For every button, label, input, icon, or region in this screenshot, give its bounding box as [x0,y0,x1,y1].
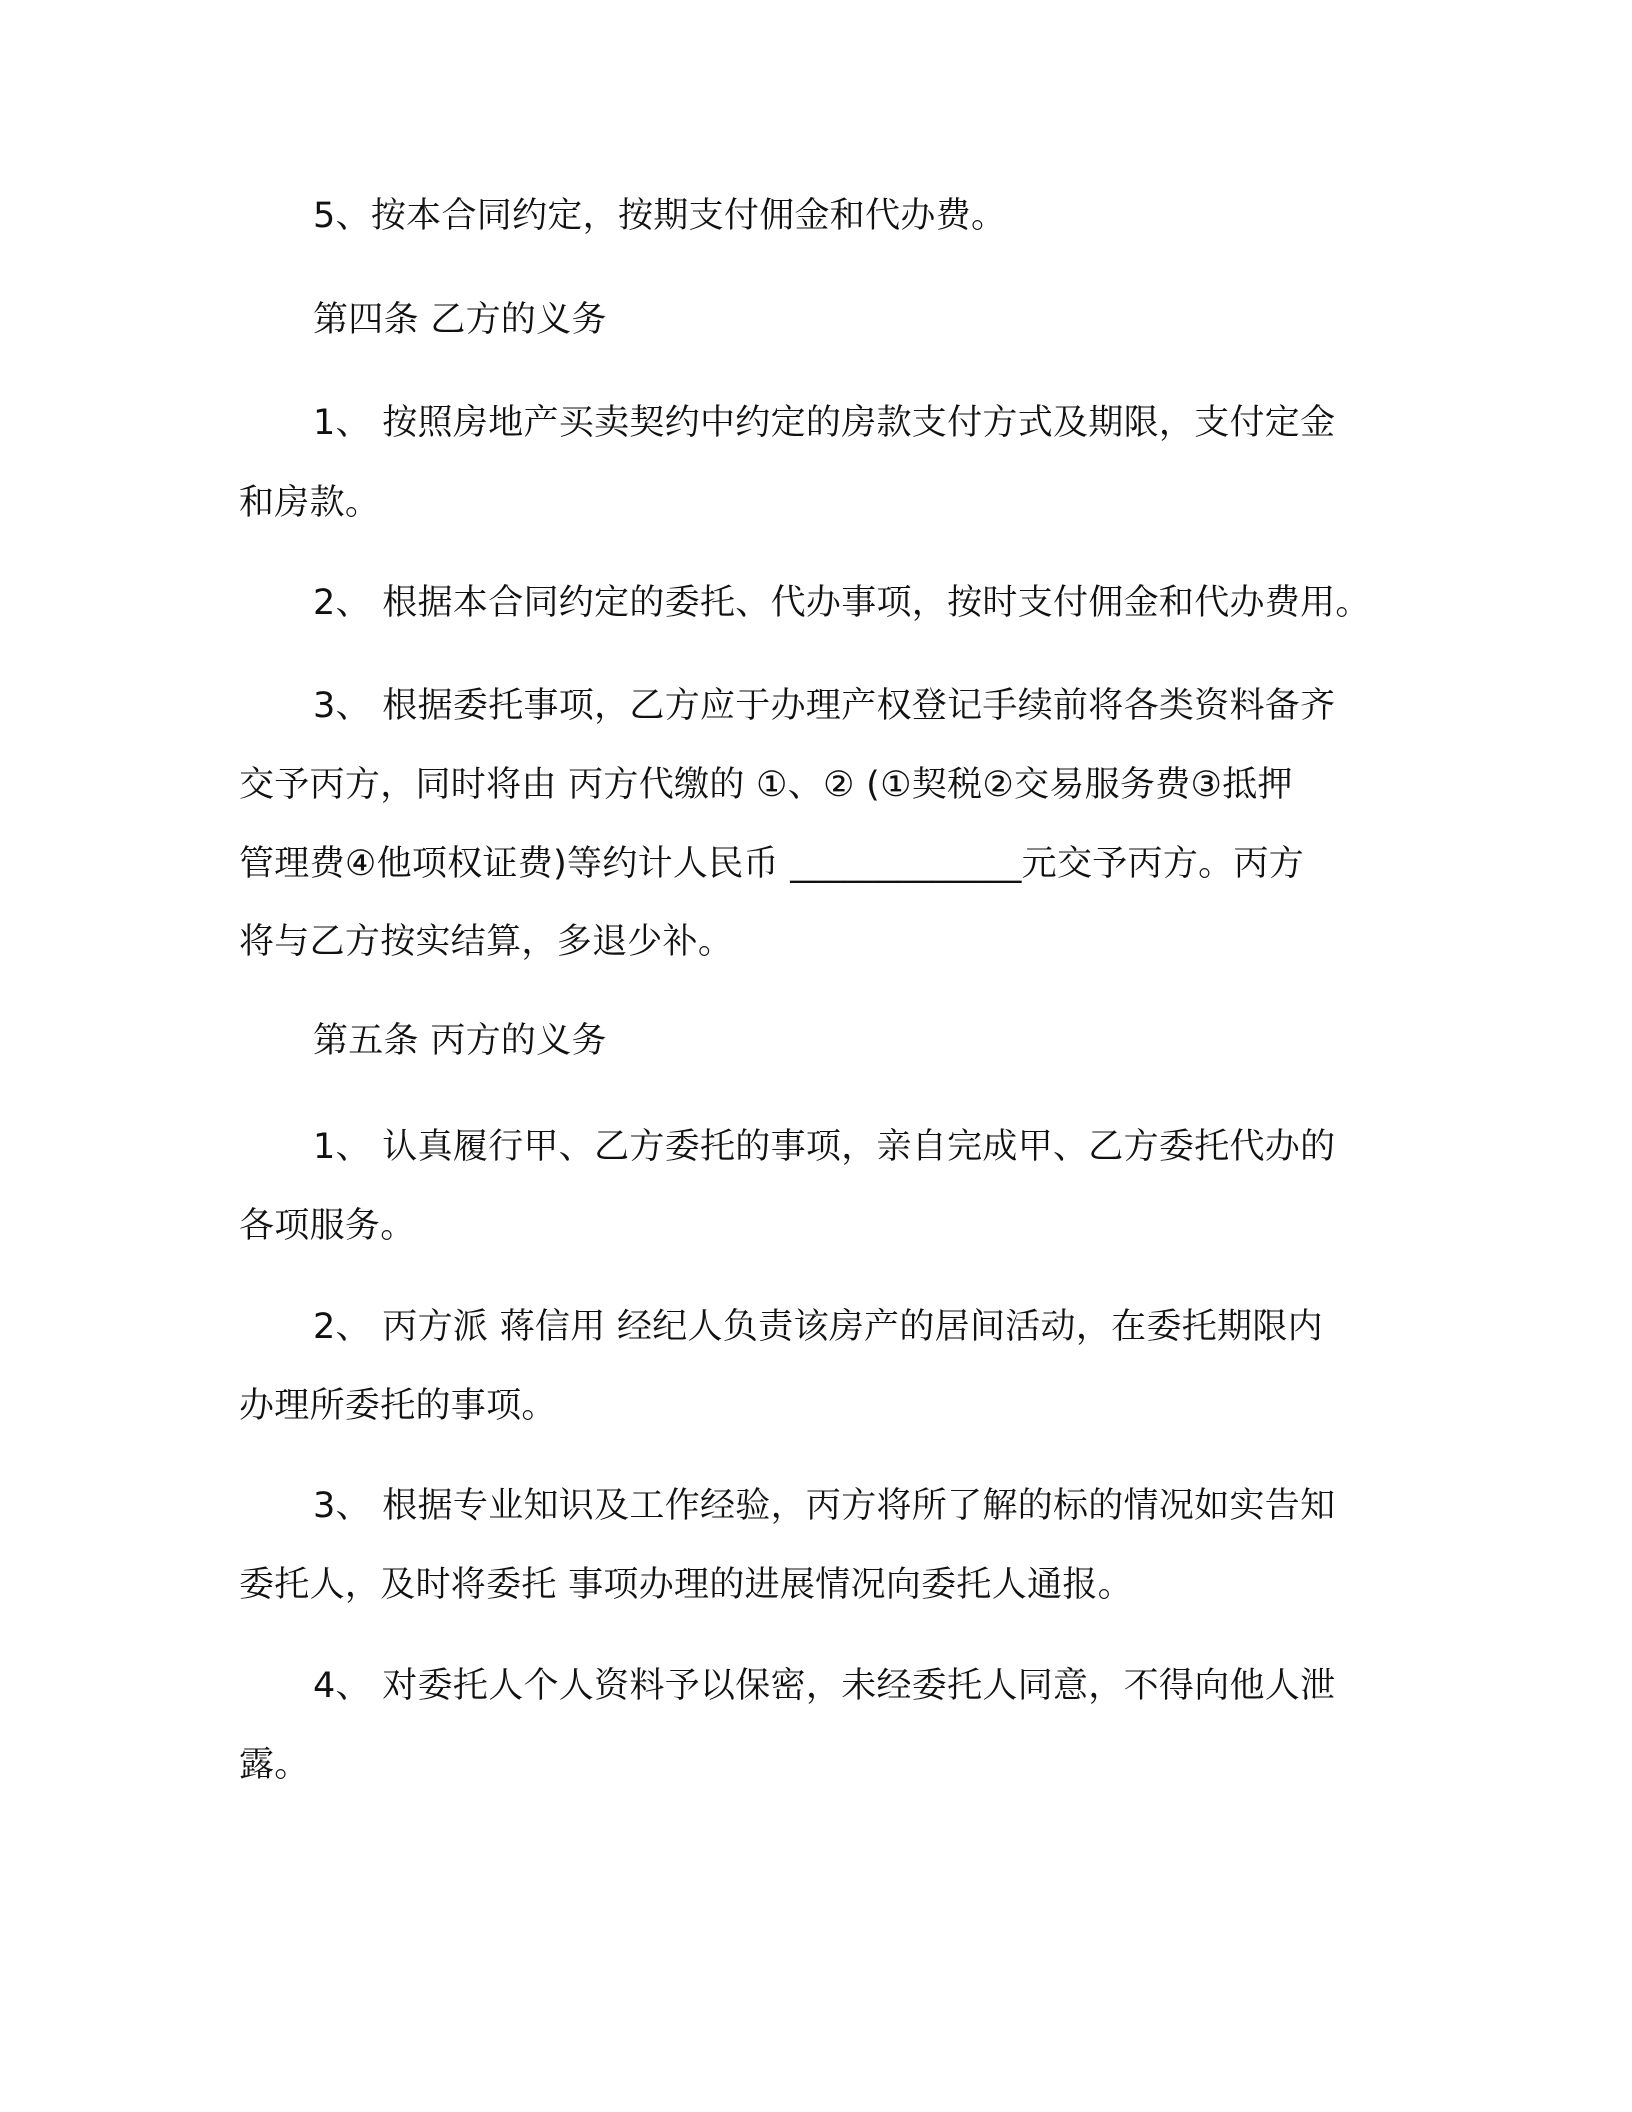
item-3-line-1: 3、 根据专业知识及工作经验，丙方将所了解的标的情况如实告知 [313,1486,1336,1526]
section-heading-article-5: 第五条 丙方的义务 [313,1021,607,1061]
item-4-line-1: 4、 对委托人个人资料予以保密，未经委托人同意，不得向他人泄 [313,1666,1336,1706]
item-4-line-2: 露。 [239,1745,310,1785]
item-3-line-1: 3、 根据委托事项，乙方应于办理产权登记手续前将各类资料备齐 [313,686,1336,726]
item-1-line-1: 1、 按照房地产买卖契约中约定的房款支付方式及期限，支付定金 [313,403,1336,443]
section-heading-article-4: 第四条 乙方的义务 [313,300,607,340]
item-2-line-2: 办理所委托的事项。 [239,1386,557,1426]
item-3-line-2: 委托人，及时将委托 事项办理的进展情况向委托人通报。 [239,1565,1133,1605]
item-1-line-2: 和房款。 [239,483,381,523]
item-2-line-1: 2、 丙方派 蒋信用 经纪人负责该房产的居间活动，在委托期限内 [313,1307,1323,1347]
item-3-line-3: 管理费④他项权证费)等约计人民币 _____________元交予丙方。丙方 [239,844,1305,884]
item-1-line-2: 各项服务。 [239,1206,416,1246]
item-3-line-2: 交予丙方，同时将由 丙方代缴的 ①、② (①契税②交易服务费③抵押 [239,765,1293,805]
item-2-line-1: 2、 根据本合同约定的委托、代办事项，按时支付佣金和代办费用。 [313,583,1371,623]
item-3-line-4: 将与乙方按实结算，多退少补。 [239,922,734,962]
item-1-line-1: 1、 认真履行甲、乙方委托的事项，亲自完成甲、乙方委托代办的 [313,1127,1336,1167]
item-5-line-1: 5、按本合同约定，按期支付佣金和代办费。 [313,196,1007,236]
